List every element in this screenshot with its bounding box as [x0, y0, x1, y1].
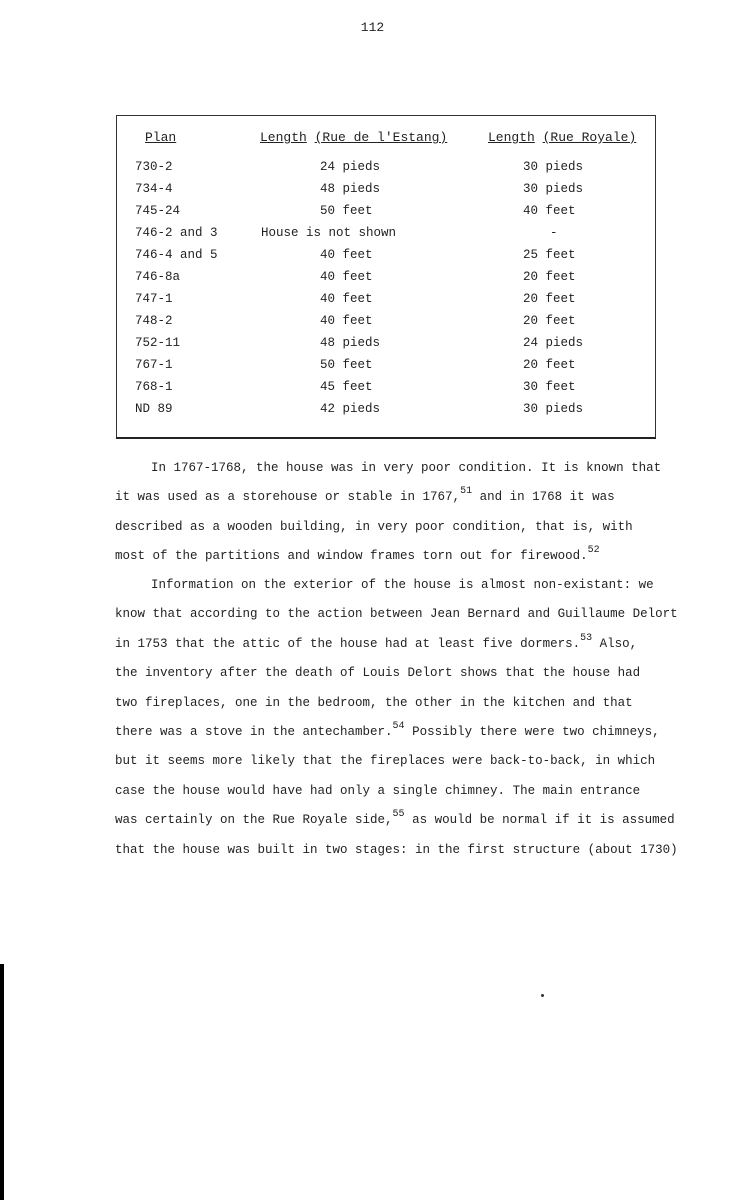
cell-plan: 747-1 — [135, 292, 173, 306]
table-row — [0, 358, 745, 380]
cell-royale: - — [550, 226, 558, 240]
cell-plan: ND 89 — [135, 402, 173, 416]
text-run: and in 1768 it was — [472, 490, 615, 505]
cell-plan: 746-2 and 3 — [135, 226, 218, 240]
cell-royale: 24 pieds — [523, 336, 584, 350]
footnote-ref-54: 54 — [392, 720, 405, 732]
table-row — [0, 160, 745, 182]
cell-plan: 730-2 — [135, 160, 173, 174]
royale-header-word: Length — [488, 130, 535, 145]
paragraph-line: Information on the exterior of the house is almost non-existant: we — [151, 578, 654, 592]
column-header-royale — [488, 130, 636, 145]
column-header-plan — [145, 130, 176, 145]
paragraph-line: know that according to the action between Jean Bernard and Guillaume Delort — [115, 607, 678, 622]
table-row — [0, 402, 745, 424]
scan-speck — [541, 994, 544, 997]
cell-estang: 45 feet — [320, 380, 373, 394]
cell-royale: 30 feet — [523, 380, 576, 394]
column-header-estang — [260, 130, 447, 145]
text-run: there was a stove in the antechamber. — [115, 724, 393, 739]
footnote-ref-52: 52 — [587, 545, 600, 557]
cell-plan: 746-4 and 5 — [135, 248, 218, 262]
table-row — [0, 182, 745, 204]
paragraph-line: In 1767-1768, the house was in very poor condition. It is known that — [151, 461, 662, 475]
cell-estang: 42 pieds — [320, 402, 381, 416]
paragraph-line — [115, 542, 675, 571]
cell-royale: 30 pieds — [523, 402, 584, 416]
cell-royale: 30 pieds — [523, 182, 584, 196]
scan-edge-bar — [0, 964, 4, 1200]
cell-estang: 40 feet — [320, 292, 373, 306]
text-run: most of the partitions and window frames torn out for firewood. — [115, 549, 588, 564]
footnote-ref-55: 55 — [392, 809, 405, 821]
cell-estang: 50 feet — [320, 358, 373, 372]
cell-royale: 20 feet — [523, 314, 576, 328]
estang-header-word: Length — [260, 130, 307, 145]
estang-header-street: (Rue de l'Estang) — [314, 130, 448, 145]
cell-estang: House is not shown — [261, 226, 397, 240]
cell-estang: 40 feet — [320, 314, 373, 328]
text-run: Also, — [592, 636, 638, 651]
table-row — [0, 204, 745, 226]
paragraph-line: described as a wooden building, in very poor condition, that is, with — [115, 519, 633, 534]
cell-plan: 746-8a — [135, 270, 181, 284]
cell-estang: 50 feet — [320, 204, 373, 218]
paragraph-condition — [115, 454, 675, 572]
cell-royale: 20 feet — [523, 270, 576, 284]
cell-royale: 20 feet — [523, 358, 576, 372]
table-row — [0, 314, 745, 336]
paragraph-line: the inventory after the death of Louis Delort shows that the house had — [115, 666, 641, 681]
paragraph-exterior — [115, 571, 678, 865]
paragraph-line: two fireplaces, one in the bedroom, the other in the kitchen and that — [115, 695, 633, 710]
cell-plan: 768-1 — [135, 380, 173, 394]
paragraph-line — [115, 483, 675, 512]
cell-royale: 30 pieds — [523, 160, 584, 174]
paragraph-line — [115, 806, 675, 835]
cell-estang: 48 pieds — [320, 336, 381, 350]
footnote-ref-53: 53 — [580, 632, 593, 644]
text-run: as would be normal if it is assumed — [404, 813, 675, 828]
text-run: in 1753 that the attic of the house had at least five dormers. — [115, 636, 581, 651]
royale-header-street: (Rue Royale) — [542, 130, 637, 145]
table-row — [0, 292, 745, 314]
cell-plan: 748-2 — [135, 314, 173, 328]
text-run: it was used as a storehouse or stable in 1767, — [115, 490, 461, 505]
cell-royale: 20 feet — [523, 292, 576, 306]
paragraph-line: that the house was built in two stages: in the first structure (about 1730) — [115, 842, 678, 857]
table-row — [0, 336, 745, 358]
plan-header-label: Plan — [145, 130, 177, 145]
cell-estang: 40 feet — [320, 270, 373, 284]
table-row — [0, 270, 745, 292]
text-run: Possibly there were two chimneys, — [404, 724, 660, 739]
paragraph-line: case the house would have had only a single chimney. The main entrance — [115, 783, 641, 798]
paragraph-line — [115, 718, 675, 747]
paragraph-line: but it seems more likely that the fireplaces were back-to-back, in which — [115, 754, 656, 769]
footnote-ref-51: 51 — [460, 486, 473, 498]
text-run: was certainly on the Rue Royale side, — [115, 813, 393, 828]
cell-plan: 734-4 — [135, 182, 173, 196]
table-row — [0, 380, 745, 402]
cell-royale: 25 feet — [523, 248, 576, 262]
paragraph-line — [115, 630, 675, 659]
table-row — [0, 248, 745, 270]
cell-estang: 48 pieds — [320, 182, 381, 196]
cell-plan: 752-11 — [135, 336, 181, 350]
cell-royale: 40 feet — [523, 204, 576, 218]
page-number: 112 — [360, 20, 385, 35]
cell-plan: 745-24 — [135, 204, 181, 218]
table-row — [0, 226, 745, 248]
cell-estang: 40 feet — [320, 248, 373, 262]
cell-plan: 767-1 — [135, 358, 173, 372]
cell-estang: 24 pieds — [320, 160, 381, 174]
